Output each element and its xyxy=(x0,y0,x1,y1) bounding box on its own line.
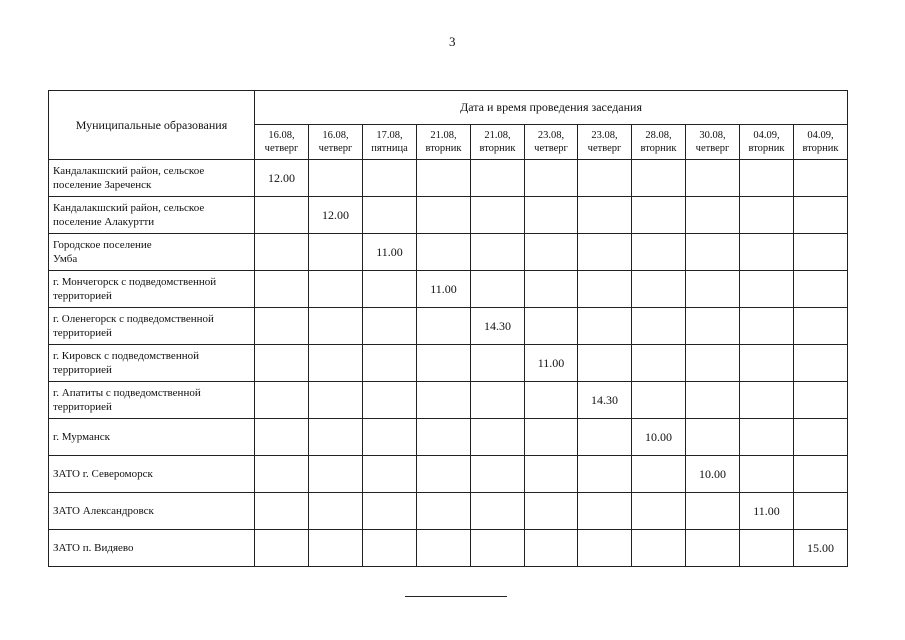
municipality-name xyxy=(49,308,255,345)
empty-cell xyxy=(309,308,363,345)
empty-cell xyxy=(255,345,309,382)
municipality-name xyxy=(49,382,255,419)
empty-cell xyxy=(794,234,848,271)
municipality-name xyxy=(49,234,255,271)
meeting-time: 11.00 xyxy=(525,345,578,382)
empty-cell xyxy=(255,308,309,345)
empty-cell xyxy=(794,160,848,197)
date-header-7 xyxy=(632,125,686,160)
date-label: 17.08, xyxy=(376,130,403,141)
table-row xyxy=(49,345,848,382)
date-header-8 xyxy=(686,125,740,160)
weekday-label: вторник xyxy=(748,143,785,154)
schedule-body xyxy=(49,160,848,567)
empty-cell xyxy=(309,530,363,567)
date-header-2 xyxy=(363,125,417,160)
municipality-line1: Городское поселение xyxy=(53,239,152,251)
meeting-time: 11.00 xyxy=(740,493,794,530)
empty-cell xyxy=(578,234,632,271)
weekday-label: пятница xyxy=(371,143,408,154)
empty-cell xyxy=(740,382,794,419)
weekday-label: четверг xyxy=(534,143,568,154)
empty-cell xyxy=(686,419,740,456)
page-number: 3 xyxy=(449,34,456,49)
empty-cell xyxy=(578,271,632,308)
empty-cell xyxy=(471,493,525,530)
table-row xyxy=(49,456,848,493)
empty-cell xyxy=(632,456,686,493)
empty-cell xyxy=(794,382,848,419)
municipality-line2: территорией xyxy=(53,327,112,339)
empty-cell xyxy=(417,493,471,530)
date-header-3 xyxy=(417,125,471,160)
empty-cell xyxy=(686,530,740,567)
empty-cell xyxy=(525,456,578,493)
empty-cell xyxy=(417,382,471,419)
municipality-line2: территорией xyxy=(53,290,112,302)
municipality-line1: ЗАТО Александровск xyxy=(53,505,154,517)
date-label: 21.08, xyxy=(484,130,511,141)
table-row xyxy=(49,271,848,308)
empty-cell xyxy=(578,530,632,567)
empty-cell xyxy=(740,271,794,308)
date-label: 23.08, xyxy=(537,130,565,141)
empty-cell xyxy=(417,160,471,197)
date-header-6 xyxy=(578,125,632,160)
footer-rule xyxy=(405,596,507,597)
empty-cell xyxy=(525,160,578,197)
date-group-header: Дата и время проведения заседания xyxy=(255,91,848,125)
empty-cell xyxy=(632,493,686,530)
empty-cell xyxy=(578,493,632,530)
empty-cell xyxy=(578,419,632,456)
municipality-line1: Кандалакшский район, сельское xyxy=(53,165,205,177)
empty-cell xyxy=(417,197,471,234)
empty-cell xyxy=(632,382,686,419)
table-row xyxy=(49,419,848,456)
empty-cell xyxy=(632,234,686,271)
empty-cell xyxy=(525,197,578,234)
meeting-time: 10.00 xyxy=(686,456,740,493)
date-label: 16.08, xyxy=(268,130,295,141)
date-label: 21.08, xyxy=(430,130,457,141)
empty-cell xyxy=(255,197,309,234)
empty-cell xyxy=(794,308,848,345)
municipality-line1: г. Оленегорск с подведомственной xyxy=(53,313,214,325)
empty-cell xyxy=(686,160,740,197)
empty-cell xyxy=(632,308,686,345)
municipality-name xyxy=(49,493,255,530)
weekday-label: вторник xyxy=(425,143,462,154)
empty-cell xyxy=(309,382,363,419)
meeting-time: 15.00 xyxy=(794,530,848,567)
empty-cell xyxy=(686,308,740,345)
empty-cell xyxy=(417,456,471,493)
empty-cell xyxy=(471,197,525,234)
empty-cell xyxy=(740,530,794,567)
empty-cell xyxy=(255,456,309,493)
date-header-9 xyxy=(740,125,794,160)
empty-cell xyxy=(309,456,363,493)
weekday-label: четверг xyxy=(587,143,622,154)
date-header-1 xyxy=(309,125,363,160)
municipality-name xyxy=(49,530,255,567)
schedule-table xyxy=(48,90,848,567)
empty-cell xyxy=(525,530,578,567)
table-row xyxy=(49,197,848,234)
empty-cell xyxy=(363,345,417,382)
empty-cell xyxy=(794,197,848,234)
meeting-time: 14.30 xyxy=(578,382,632,419)
empty-cell xyxy=(686,345,740,382)
empty-cell xyxy=(471,530,525,567)
empty-cell xyxy=(525,419,578,456)
municipality-line2: Умба xyxy=(53,253,78,265)
empty-cell xyxy=(255,271,309,308)
empty-cell xyxy=(632,160,686,197)
municipality-line2: поселение Зареченск xyxy=(53,179,152,191)
empty-cell xyxy=(525,308,578,345)
empty-cell xyxy=(309,345,363,382)
municipality-line2: территорией xyxy=(53,364,112,376)
empty-cell xyxy=(471,456,525,493)
empty-cell xyxy=(686,382,740,419)
meeting-time: 12.00 xyxy=(309,197,363,234)
date-header-10 xyxy=(794,125,848,160)
table-row xyxy=(49,308,848,345)
empty-cell xyxy=(686,493,740,530)
weekday-label: вторник xyxy=(640,143,677,154)
empty-cell xyxy=(417,419,471,456)
municipality-name xyxy=(49,271,255,308)
weekday-label: четверг xyxy=(695,143,730,154)
empty-cell xyxy=(255,530,309,567)
empty-cell xyxy=(578,308,632,345)
municipality-line1: г. Мончегорск с подведомственной xyxy=(53,276,217,288)
meeting-time: 14.30 xyxy=(471,308,525,345)
empty-cell xyxy=(632,530,686,567)
table-row xyxy=(49,530,848,567)
empty-cell xyxy=(417,234,471,271)
empty-cell xyxy=(363,419,417,456)
empty-cell xyxy=(309,160,363,197)
empty-cell xyxy=(794,419,848,456)
table-row xyxy=(49,382,848,419)
empty-cell xyxy=(471,419,525,456)
weekday-label: вторник xyxy=(479,143,516,154)
empty-cell xyxy=(740,419,794,456)
empty-cell xyxy=(632,271,686,308)
empty-cell xyxy=(794,456,848,493)
empty-cell xyxy=(525,234,578,271)
empty-cell xyxy=(309,234,363,271)
weekday-label: вторник xyxy=(802,143,839,154)
empty-cell xyxy=(525,493,578,530)
empty-cell xyxy=(255,234,309,271)
municipality-name xyxy=(49,197,255,234)
empty-cell xyxy=(255,493,309,530)
empty-cell xyxy=(740,234,794,271)
municipality-line1: ЗАТО п. Видяево xyxy=(53,542,134,554)
empty-cell xyxy=(363,197,417,234)
meeting-time: 11.00 xyxy=(363,234,417,271)
empty-cell xyxy=(740,160,794,197)
empty-cell xyxy=(255,419,309,456)
empty-cell xyxy=(363,271,417,308)
date-header-4 xyxy=(471,125,525,160)
municipality-name xyxy=(49,419,255,456)
date-label: 04.09, xyxy=(807,130,834,141)
municipality-line2: территорией xyxy=(53,401,112,413)
empty-cell xyxy=(578,456,632,493)
empty-cell xyxy=(417,530,471,567)
empty-cell xyxy=(309,493,363,530)
empty-cell xyxy=(740,345,794,382)
date-label: 16.08, xyxy=(322,130,349,141)
municipality-name xyxy=(49,345,255,382)
table-row xyxy=(49,234,848,271)
municipality-line1: г. Апатиты с подведомственной xyxy=(53,387,201,399)
empty-cell xyxy=(417,345,471,382)
empty-cell xyxy=(525,271,578,308)
municipality-name xyxy=(49,160,255,197)
empty-cell xyxy=(632,345,686,382)
empty-cell xyxy=(794,271,848,308)
empty-cell xyxy=(471,345,525,382)
table-row xyxy=(49,493,848,530)
empty-cell xyxy=(686,197,740,234)
empty-cell xyxy=(255,382,309,419)
meeting-time: 11.00 xyxy=(417,271,471,308)
municipality-line1: Кандалакшский район, сельское xyxy=(53,202,205,214)
empty-cell xyxy=(471,234,525,271)
date-label: 04.09, xyxy=(753,130,780,141)
municipality-line1: г. Мурманск xyxy=(53,431,110,443)
date-label: 28.08, xyxy=(645,130,672,141)
date-header-0 xyxy=(255,125,309,160)
municipality-line1: г. Кировск с подведомственной xyxy=(53,350,199,362)
empty-cell xyxy=(740,456,794,493)
meeting-time: 12.00 xyxy=(255,160,309,197)
empty-cell xyxy=(794,493,848,530)
empty-cell xyxy=(740,308,794,345)
weekday-label: четверг xyxy=(264,143,299,154)
empty-cell xyxy=(578,345,632,382)
table-row xyxy=(49,160,848,197)
empty-cell xyxy=(471,271,525,308)
empty-cell xyxy=(363,493,417,530)
empty-cell xyxy=(471,160,525,197)
empty-cell xyxy=(363,308,417,345)
empty-cell xyxy=(740,197,794,234)
empty-cell xyxy=(525,382,578,419)
empty-cell xyxy=(309,419,363,456)
empty-cell xyxy=(578,197,632,234)
empty-cell xyxy=(417,308,471,345)
date-header-5 xyxy=(525,125,578,160)
municipality-name xyxy=(49,456,255,493)
empty-cell xyxy=(471,382,525,419)
empty-cell xyxy=(363,160,417,197)
municipality-line1: ЗАТО г. Североморск xyxy=(53,468,153,480)
empty-cell xyxy=(686,271,740,308)
empty-cell xyxy=(363,456,417,493)
empty-cell xyxy=(578,160,632,197)
meeting-time: 10.00 xyxy=(632,419,686,456)
date-label: 23.08, xyxy=(591,130,618,141)
municipality-line2: поселение Алакуртти xyxy=(53,216,155,228)
empty-cell xyxy=(309,271,363,308)
empty-cell xyxy=(794,345,848,382)
date-label: 30.08, xyxy=(699,130,726,141)
empty-cell xyxy=(363,382,417,419)
weekday-label: четверг xyxy=(318,143,353,154)
empty-cell xyxy=(363,530,417,567)
empty-cell xyxy=(632,197,686,234)
empty-cell xyxy=(686,234,740,271)
municipality-header: Муниципальные образования xyxy=(49,91,255,160)
